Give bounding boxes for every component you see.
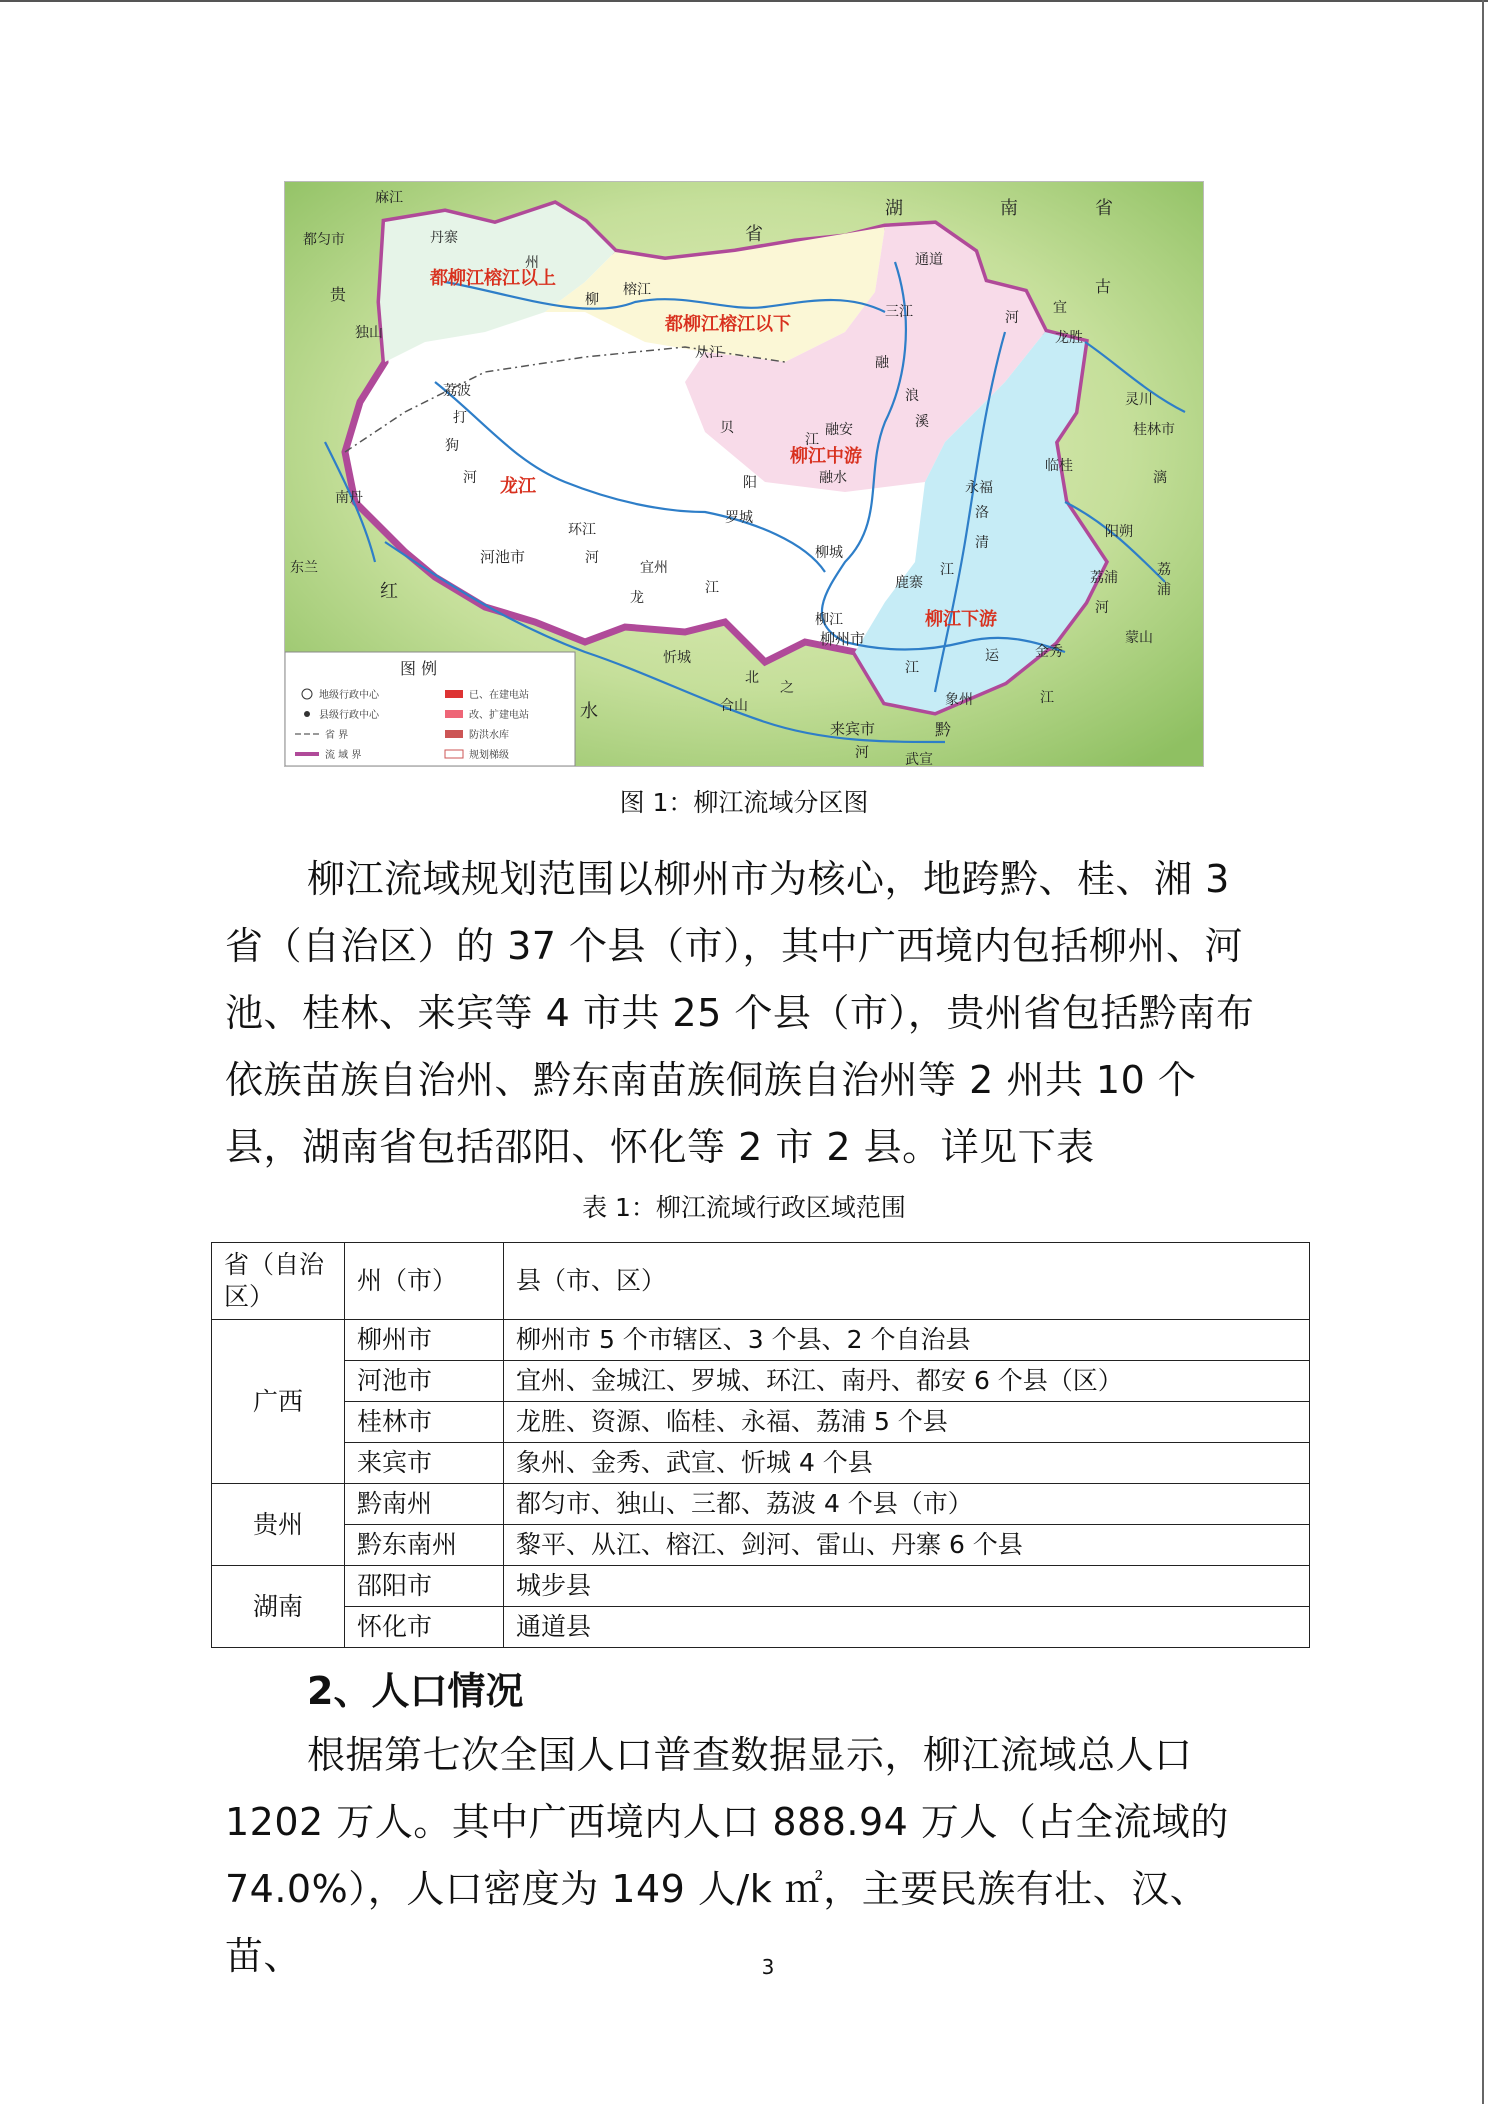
city-cell: 来宾市 <box>345 1443 504 1484</box>
place-name: 清 <box>975 535 989 551</box>
place-name: 荔波 <box>443 383 471 399</box>
header-province: 省（自治区） <box>212 1243 345 1320</box>
region-label-lower-liujiang: 柳江下游 <box>925 609 997 630</box>
place-name: 榕江 <box>623 282 651 298</box>
place-name: 麻江 <box>375 190 403 206</box>
province-cell: 广西 <box>212 1320 345 1484</box>
region-label-middle: 柳江中游 <box>790 446 862 467</box>
place-name: 东兰 <box>290 560 318 576</box>
place-name: 古 <box>1095 277 1112 296</box>
header-city: 州（市） <box>345 1243 504 1320</box>
place-name: 之 <box>780 680 794 696</box>
city-cell: 怀化市 <box>345 1607 504 1648</box>
section-heading: 2、人口情况 <box>307 1669 524 1713</box>
place-name: 柳江 <box>815 612 843 628</box>
header-county: 县（市、区） <box>504 1243 1310 1320</box>
place-name: 黔 <box>935 720 952 739</box>
table-caption: 表 1：柳江流域行政区域范围 <box>582 1193 906 1222</box>
place-name: 南丹 <box>335 490 363 506</box>
place-name: 红 <box>380 581 398 602</box>
table-row <box>212 1484 1310 1525</box>
place-name: 河 <box>1095 600 1109 616</box>
place-name: 江 <box>940 562 954 578</box>
place-name: 环江 <box>568 522 596 538</box>
place-name: 狗 <box>445 438 459 454</box>
table-body <box>212 1243 1310 1648</box>
legend-item: 规划梯级 <box>469 750 509 761</box>
place-name: 桂林市 <box>1133 422 1175 438</box>
place-name: 象州 <box>945 692 973 708</box>
figure-caption: 图 1：柳江流域分区图 <box>619 788 869 817</box>
place-name: 省 <box>745 224 763 245</box>
place-name: 贵 <box>330 285 347 304</box>
paragraph-basin-scope: 柳江流域规划范围以柳州市为核心，地跨黔、桂、湘 3 省（自治区）的 37 个县（市），其中广西境内包括柳州、河池、桂林、来宾等 4 市共 25 个县（市），贵州省包括黔南布依族苗族自治州、黔东南苗族侗族自治州等 2 州共 10 个县，湖南省包括邵阳、怀化等 2 市 2 县。详见下表 <box>225 857 1255 1169</box>
county-cell: 象州、金秀、武宣、忻城 4 个县 <box>504 1443 1310 1484</box>
place-name: 从江 <box>695 345 723 361</box>
place-name: 省 <box>1095 198 1113 219</box>
place-name: 鹿寨 <box>895 575 923 591</box>
place-name: 三江 <box>885 304 913 320</box>
place-name: 忻城 <box>663 650 691 666</box>
place-name: 河 <box>855 745 869 761</box>
place-name: 运 <box>985 648 999 664</box>
place-name: 阳朔 <box>1105 524 1133 540</box>
legend-item: 流 域 界 <box>325 750 362 761</box>
place-name: 金秀 <box>1035 644 1063 660</box>
place-name: 浪 <box>905 388 919 404</box>
table-row <box>212 1443 1310 1484</box>
place-name: 来宾市 <box>830 720 876 738</box>
county-cell: 柳州市 5 个市辖区、3 个县、2 个自治县 <box>504 1320 1310 1361</box>
place-name: 江 <box>1040 690 1054 706</box>
place-name: 南 <box>1000 198 1018 219</box>
city-cell: 黔东南州 <box>345 1525 504 1566</box>
place-name: 灵川 <box>1125 392 1153 408</box>
table-row <box>212 1361 1310 1402</box>
place-name: 溪 <box>915 414 929 430</box>
place-name: 州 <box>525 255 539 271</box>
city-cell: 邵阳市 <box>345 1566 504 1607</box>
province-cell: 贵州 <box>212 1484 345 1566</box>
place-name: 通道 <box>915 252 943 268</box>
place-name: 浦 <box>1157 582 1171 598</box>
legend-item: 防洪水库 <box>469 730 509 741</box>
region-label-upper: 都柳江榕江以上 <box>430 268 556 289</box>
place-name: 漓 <box>1153 470 1167 486</box>
legend-item: 改、扩建电站 <box>469 710 529 721</box>
place-name: 永福 <box>965 480 993 496</box>
place-name: 罗城 <box>725 510 753 526</box>
place-name: 江 <box>805 432 819 448</box>
place-name: 武宣 <box>905 752 933 766</box>
county-cell: 城步县 <box>504 1566 1310 1607</box>
place-name: 柳城 <box>815 545 843 561</box>
place-name: 荔 <box>1157 562 1171 578</box>
place-name: 阳 <box>743 475 757 491</box>
place-name: 宜州 <box>640 560 668 576</box>
county-cell: 宜州、金城江、罗城、环江、南丹、都安 6 个县（区） <box>504 1361 1310 1402</box>
admin-region-table <box>211 1242 1310 1648</box>
place-name: 融安 <box>825 422 853 438</box>
paragraph-population: 根据第七次全国人口普查数据显示，柳江流域总人口 1202 万人。其中广西境内人口 888.94 万人（占全流域的 74.0%），人口密度为 149 人/k ㎡，主要民族有壮、汉、苗、 <box>225 1733 1229 1978</box>
place-name: 贝 <box>720 420 734 436</box>
city-cell: 柳州市 <box>345 1320 504 1361</box>
county-cell: 通道县 <box>504 1607 1310 1648</box>
county-cell: 黎平、从江、榕江、剑河、雷山、丹寨 6 个县 <box>504 1525 1310 1566</box>
place-name: 柳州市 <box>820 630 866 648</box>
place-name: 北 <box>745 670 759 686</box>
province-cell: 湖南 <box>212 1566 345 1648</box>
place-name: 龙胜 <box>1055 330 1083 346</box>
place-name: 河 <box>463 470 477 486</box>
place-name: 水 <box>580 701 598 722</box>
place-name: 洛 <box>975 505 989 521</box>
legend-item: 已、在建电站 <box>469 690 529 701</box>
page-right-border <box>1482 0 1484 2104</box>
page-top-border <box>0 0 1488 2</box>
map-legend <box>285 652 575 766</box>
table-row <box>212 1320 1310 1361</box>
place-name: 都匀市 <box>303 232 345 248</box>
place-name: 河池市 <box>480 548 526 566</box>
city-cell: 河池市 <box>345 1361 504 1402</box>
legend-item: 县级行政中心 <box>319 710 379 721</box>
table-row <box>212 1402 1310 1443</box>
legend-title: 图 例 <box>400 659 438 678</box>
county-cell: 龙胜、资源、临桂、永福、荔浦 5 个县 <box>504 1402 1310 1443</box>
page-number: 3 <box>761 1955 775 1979</box>
region-label-longjiang: 龙江 <box>500 476 536 497</box>
place-name: 江 <box>905 660 919 676</box>
liujiang-basin-map <box>284 181 1204 767</box>
place-name: 融水 <box>819 470 847 486</box>
place-name: 龙 <box>630 590 644 606</box>
place-name: 独山 <box>355 325 383 341</box>
place-name: 江 <box>705 580 719 596</box>
legend-item: 省 界 <box>325 730 349 741</box>
table-row <box>212 1525 1310 1566</box>
place-name: 湖 <box>885 198 903 219</box>
region-label-lower-duliu: 都柳江榕江以下 <box>665 314 791 335</box>
place-name: 临桂 <box>1045 458 1073 474</box>
place-name: 合山 <box>720 698 748 714</box>
place-name: 荔浦 <box>1090 570 1118 586</box>
place-name: 蒙山 <box>1125 630 1153 646</box>
place-name: 柳 <box>585 292 599 308</box>
place-name: 宜 <box>1053 300 1067 316</box>
place-name: 河 <box>585 550 599 566</box>
city-cell: 黔南州 <box>345 1484 504 1525</box>
place-name: 打 <box>453 410 467 426</box>
table-header-row <box>212 1243 1310 1320</box>
place-name: 融 <box>875 355 889 371</box>
place-name: 丹寨 <box>430 230 458 246</box>
city-cell: 桂林市 <box>345 1402 504 1443</box>
county-cell: 都匀市、独山、三都、荔波 4 个县（市） <box>504 1484 1310 1525</box>
table-row <box>212 1607 1310 1648</box>
place-name: 河 <box>1005 310 1019 326</box>
legend-item: 地级行政中心 <box>319 690 379 701</box>
table-row <box>212 1566 1310 1607</box>
